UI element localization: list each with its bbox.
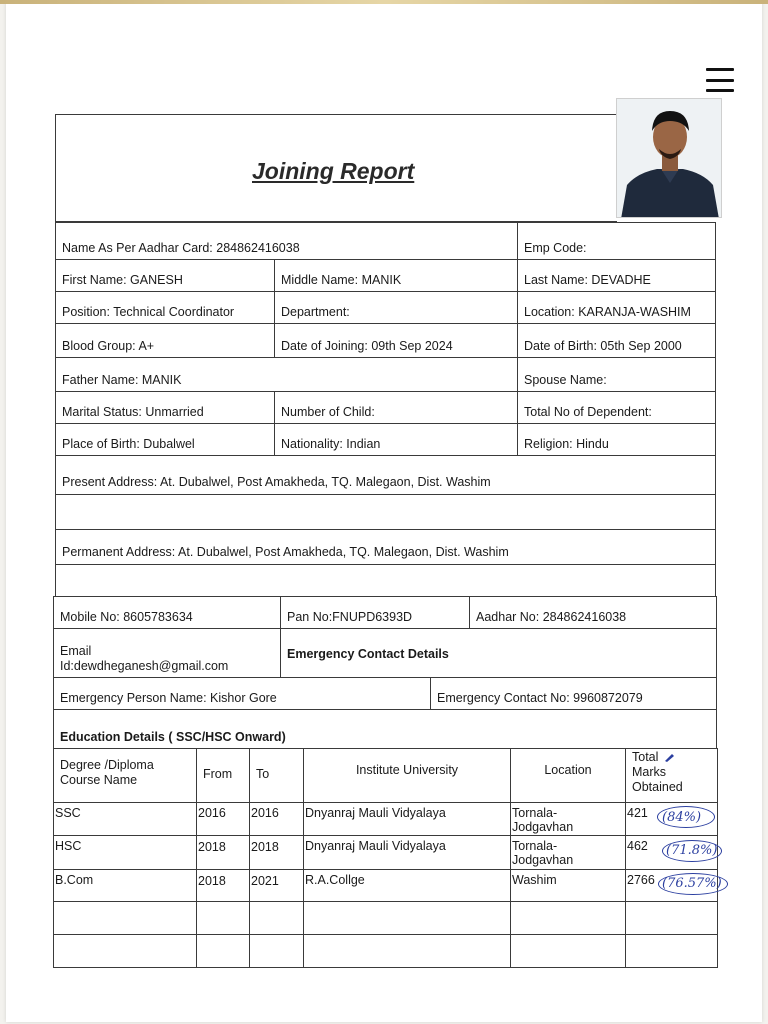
table-row-blank — [53, 901, 197, 935]
edu-location-line1: Tornala- — [512, 806, 558, 820]
handwritten-oval — [658, 873, 728, 895]
edu-marks: 421 — [627, 806, 648, 820]
edu-location-line1: Washim — [512, 873, 557, 887]
education-heading: Education Details ( SSC/HSC Onward) — [60, 730, 286, 744]
religion-label: Religion: Hindu — [524, 437, 609, 451]
aadhar-name-label: Name As Per Aadhar Card: 284862416038 — [62, 241, 300, 255]
employee-photo — [616, 98, 722, 218]
edu-degree: SSC — [55, 806, 81, 820]
location-label: Location: KARANJA-WASHIM — [524, 305, 691, 319]
emergency-contact-heading: Emergency Contact Details — [287, 647, 449, 661]
marital-status-cell — [55, 391, 275, 424]
date-of-birth-cell — [517, 323, 716, 358]
education-heading-cell — [53, 709, 717, 749]
edu-from: 2018 — [198, 840, 226, 854]
paper-edge — [0, 0, 768, 4]
permanent-address-cell — [55, 529, 716, 565]
table-row-blank — [196, 934, 250, 968]
total-dependent-label: Total No of Dependent: — [524, 405, 652, 419]
email-value: Id:dewdheganesh@gmail.com — [60, 659, 229, 673]
edu-degree: HSC — [55, 839, 82, 853]
table-row-blank — [625, 901, 718, 935]
mobile-cell — [53, 596, 281, 629]
present-address-blank-row — [55, 494, 716, 530]
table-row-bcom-institute — [303, 869, 511, 902]
edu-to: 2021 — [251, 874, 279, 888]
table-row-hsc-to — [249, 835, 304, 870]
table-row-hsc-from — [196, 835, 250, 870]
page-title: Joining Report — [252, 158, 415, 184]
table-row-blank — [510, 901, 626, 935]
table-row-ssc-institute — [303, 802, 511, 836]
emergency-person-cell — [53, 677, 431, 710]
edu-institute: R.A.Collge — [305, 873, 365, 887]
edu-header-to-label: To — [256, 766, 270, 781]
handwritten-oval — [662, 840, 722, 862]
edu-header-degree-line2: Course Name — [60, 772, 138, 787]
emergency-person-label: Emergency Person Name: Kishor Gore — [60, 691, 277, 705]
location-cell — [517, 291, 716, 324]
email-cell — [53, 628, 281, 678]
edu-header-marks-line2: Marks — [632, 765, 667, 779]
edu-header-location-label: Location — [544, 763, 592, 777]
mobile-label: Mobile No: 8605783634 — [60, 610, 193, 624]
edu-header-institute — [303, 748, 511, 803]
edu-header-from-label: From — [203, 766, 233, 781]
blood-group-label: Blood Group: A+ — [62, 339, 155, 353]
pan-cell — [280, 596, 470, 629]
date-of-joining-label: Date of Joining: 09th Sep 2024 — [281, 339, 453, 353]
edu-institute: Dnyanraj Mauli Vidyalaya — [305, 839, 446, 853]
first-name-label: First Name: GANESH — [62, 273, 183, 287]
emergency-contact-label: Emergency Contact No: 9960872079 — [437, 691, 643, 705]
blood-group-cell — [55, 323, 275, 358]
table-row-blank — [510, 934, 626, 968]
aadhar-no-label: Aadhar No: 284862416038 — [476, 610, 627, 624]
spouse-name-cell — [517, 357, 716, 392]
first-name-cell — [55, 259, 275, 292]
emergency-header-cell — [280, 628, 717, 678]
edu-header-to — [249, 748, 304, 803]
department-cell — [274, 291, 518, 324]
table-row-bcom-degree — [53, 869, 197, 902]
father-name-cell — [55, 357, 518, 392]
table-row-blank — [303, 934, 511, 968]
middle-name-cell — [274, 259, 518, 292]
edu-to: 2016 — [251, 806, 279, 820]
date-of-joining-cell — [274, 323, 518, 358]
table-row-bcom-from — [196, 869, 250, 902]
aadhar-no-cell — [469, 596, 717, 629]
last-name-label: Last Name: DEVADHE — [524, 273, 651, 287]
present-address-label: Present Address: At. Dubalwel, Post Amakheda, TQ. Malegaon, Dist. Washim — [62, 475, 491, 489]
edu-header-degree — [53, 748, 197, 803]
religion-cell — [517, 423, 716, 456]
handwritten-oval — [657, 806, 715, 828]
edu-marks: 2766 — [627, 873, 655, 887]
menu-icon[interactable] — [706, 68, 734, 92]
pan-label: Pan No:FNUPD6393D — [287, 610, 413, 624]
permanent-address-blank-row — [55, 564, 716, 597]
emp-code-label: Emp Code: — [524, 241, 587, 255]
nationality-label: Nationality: Indian — [281, 437, 381, 451]
place-of-birth-cell — [55, 423, 275, 456]
edu-percent-handwritten: (84%) — [662, 810, 702, 825]
table-row-ssc-from — [196, 802, 250, 836]
table-row-hsc-institute — [303, 835, 511, 870]
edu-to: 2018 — [251, 840, 279, 854]
table-row-blank — [249, 934, 304, 968]
edu-location-line2: Jodgavhan — [512, 853, 574, 868]
table-row-ssc-degree — [53, 802, 197, 836]
number-of-child-label: Number of Child: — [281, 405, 375, 419]
table-row-blank — [625, 934, 718, 968]
table-row-ssc-to — [249, 802, 304, 836]
table-row-blank — [249, 901, 304, 935]
edu-header-degree-line1: Degree /Diploma — [60, 757, 154, 772]
permanent-address-label: Permanent Address: At. Dubalwel, Post Amakheda, TQ. Malegaon, Dist. Washim — [62, 545, 509, 559]
father-name-label: Father Name: MANIK — [62, 373, 182, 387]
table-row-ssc-location — [510, 802, 626, 836]
edu-from: 2018 — [198, 874, 226, 888]
table-row-blank — [53, 934, 197, 968]
table-row-blank — [303, 901, 511, 935]
table-row-hsc-location — [510, 835, 626, 870]
date-of-birth-label: Date of Birth: 05th Sep 2000 — [524, 339, 682, 353]
emp-code-cell — [517, 222, 716, 260]
spouse-name-label: Spouse Name: — [524, 373, 607, 387]
total-dependent-cell — [517, 391, 716, 424]
pen-mark-icon — [663, 751, 675, 763]
edu-header-from — [196, 748, 250, 803]
nationality-cell — [274, 423, 518, 456]
edu-header-location — [510, 748, 626, 803]
edu-location-line2: Jodgavhan — [512, 820, 574, 835]
position-cell — [55, 291, 275, 324]
person-photo-icon — [617, 99, 722, 218]
edu-header-institute-label: Institute University — [355, 763, 459, 777]
edu-percent-handwritten: (71.8%) — [666, 843, 718, 858]
edu-header-marks-line1: Total — [632, 750, 659, 764]
edu-degree: B.Com — [55, 873, 94, 887]
table-row-bcom-to — [249, 869, 304, 902]
edu-location-line1: Tornala- — [512, 839, 558, 853]
edu-from: 2016 — [198, 806, 226, 820]
position-label: Position: Technical Coordinator — [62, 305, 235, 319]
place-of-birth-label: Place of Birth: Dubalwel — [62, 437, 195, 451]
edu-marks: 462 — [627, 839, 648, 853]
department-label: Department: — [281, 305, 350, 319]
table-row-hsc-degree — [53, 835, 197, 870]
number-of-child-cell — [274, 391, 518, 424]
table-row-blank — [196, 901, 250, 935]
table-row-bcom-location — [510, 869, 626, 902]
present-address-cell — [55, 455, 716, 495]
edu-institute: Dnyanraj Mauli Vidyalaya — [305, 806, 446, 820]
emergency-contact-cell — [430, 677, 717, 710]
last-name-cell — [517, 259, 716, 292]
marital-status-label: Marital Status: Unmarried — [62, 405, 204, 419]
edu-percent-handwritten: (76.57%) — [662, 876, 722, 891]
email-label: Email — [60, 644, 92, 658]
edu-header-marks-line3: Obtained — [632, 780, 683, 794]
aadhar-name-cell — [55, 222, 518, 260]
middle-name-label: Middle Name: MANIK — [281, 273, 402, 287]
